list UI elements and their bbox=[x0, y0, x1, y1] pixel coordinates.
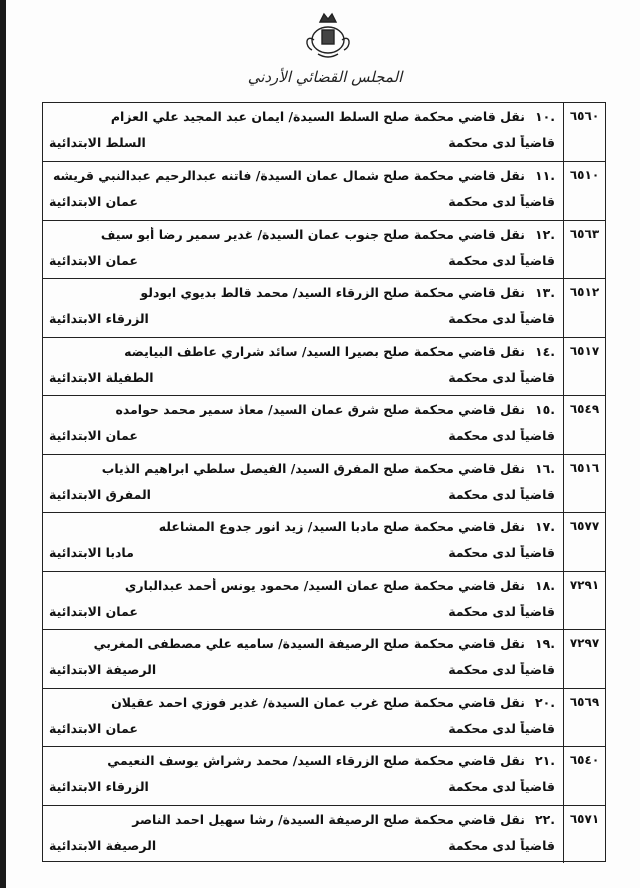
new-role bbox=[49, 253, 555, 268]
row-index: .٢٠ bbox=[534, 694, 555, 710]
role-prefix: قاضياً لدى محكمة bbox=[448, 837, 555, 853]
row-index: .١٨ bbox=[534, 577, 555, 593]
new-role bbox=[49, 779, 555, 794]
table-row bbox=[43, 454, 605, 512]
row-index: .١٠ bbox=[534, 109, 555, 124]
new-role bbox=[49, 487, 555, 502]
transfer-text bbox=[49, 519, 555, 534]
decision-code: ٧٢٩١ bbox=[563, 572, 605, 629]
transfer-description: نقل قاضي محكمة صلح شمال عمان السيدة/ فاتنه عبدالرحيم عبدالنبي قريشه bbox=[52, 168, 525, 184]
new-role bbox=[49, 604, 555, 619]
table-row bbox=[43, 161, 605, 219]
decision-code: ٦٥٧١ bbox=[563, 806, 605, 863]
new-role bbox=[49, 838, 555, 853]
transfer-text bbox=[49, 812, 555, 827]
transfer-description: نقل قاضي محكمة صلح جنوب عمان السيدة/ غدير سمير رضا أبو سيف bbox=[100, 226, 525, 242]
table-row bbox=[43, 337, 605, 395]
role-court: عمان الابتدائية bbox=[49, 603, 138, 619]
table-row bbox=[43, 395, 605, 453]
decision-code: ٧٢٩٧ bbox=[563, 630, 605, 687]
transfer-description: نقل قاضي محكمة صلح عمان السيد/ محمود يونس أحمد عبدالباري bbox=[124, 577, 525, 593]
table-row bbox=[43, 220, 605, 278]
transfer-description: نقل قاضي محكمة صلح الرصيفة السيدة/ ساميه علي مصطفى المغربي bbox=[93, 636, 525, 652]
row-index: .٢٢ bbox=[534, 811, 555, 827]
transfer-text bbox=[49, 285, 555, 300]
letterhead bbox=[0, 8, 640, 98]
decision-code: ٦٥٤٠ bbox=[563, 747, 605, 804]
role-prefix: قاضياً لدى محكمة bbox=[448, 486, 555, 502]
role-court: عمان الابتدائية bbox=[49, 428, 138, 444]
row-index: .١٣ bbox=[534, 285, 555, 301]
decision-code: ٦٥١٦ bbox=[563, 455, 605, 512]
transfer-description: نقل قاضي محكمة صلح المفرق السيد/ الفيصل سلطي ابراهيم الذياب bbox=[101, 460, 525, 476]
transfer-text bbox=[49, 753, 555, 768]
row-index: .١٢ bbox=[534, 226, 555, 242]
decision-code: ٦٥٦٣ bbox=[563, 221, 605, 278]
role-prefix: قاضياً لدى محكمة bbox=[448, 720, 555, 736]
row-index: .١٧ bbox=[534, 519, 555, 535]
decision-code: ٦٥١٧ bbox=[563, 338, 605, 395]
scan-edge bbox=[0, 0, 6, 888]
table-row bbox=[43, 746, 605, 804]
table-row bbox=[43, 278, 605, 336]
transfer-description: نقل قاضي محكمة صلح الرصيفة السيدة/ رشا سهيل احمد الناصر bbox=[132, 811, 525, 827]
table-row bbox=[43, 805, 605, 863]
role-court: عمان الابتدائية bbox=[49, 194, 138, 210]
decision-code: ٦٥٧٧ bbox=[563, 513, 605, 570]
transfer-description: نقل قاضي محكمة صلح بصيرا السيد/ سائد شراري عاطف البيايضه bbox=[124, 343, 525, 359]
role-court: المفرق الابتدائية bbox=[49, 486, 151, 502]
transfer-description: نقل قاضي محكمة صلح غرب عمان السيدة/ غدير فوزي احمد عقيلان bbox=[111, 694, 525, 710]
role-prefix: قاضياً لدى محكمة bbox=[448, 428, 555, 444]
role-court: الزرقاء الابتدائية bbox=[49, 779, 149, 795]
role-court: السلط الابتدائية bbox=[49, 135, 146, 150]
council-name: المجلس القضائي الأردني bbox=[247, 68, 403, 86]
transfers-table bbox=[42, 102, 606, 862]
role-prefix: قاضياً لدى محكمة bbox=[448, 311, 555, 327]
table-row bbox=[43, 688, 605, 746]
transfer-text bbox=[49, 461, 555, 476]
role-prefix: قاضياً لدى محكمة bbox=[448, 252, 555, 268]
decision-code: ٦٥٤٩ bbox=[563, 396, 605, 453]
role-court: الرصيفة الابتدائية bbox=[49, 662, 157, 678]
table-row bbox=[43, 571, 605, 629]
transfer-text bbox=[49, 344, 555, 359]
row-index: .٢١ bbox=[534, 753, 555, 769]
row-index: .١١ bbox=[534, 168, 555, 184]
transfer-text bbox=[49, 402, 555, 417]
transfer-description: نقل قاضي محكمة صلح الزرقاء السيد/ محمد قالط بديوي ابودلو bbox=[140, 285, 525, 301]
new-role bbox=[49, 662, 555, 677]
new-role bbox=[49, 135, 555, 150]
role-court: الزرقاء الابتدائية bbox=[49, 311, 149, 327]
new-role bbox=[49, 311, 555, 326]
role-prefix: قاضياً لدى محكمة bbox=[448, 369, 555, 385]
transfer-text bbox=[49, 695, 555, 710]
transfer-text bbox=[49, 227, 555, 242]
role-court: عمان الابتدائية bbox=[49, 720, 138, 736]
new-role bbox=[49, 545, 555, 560]
role-prefix: قاضياً لدى محكمة bbox=[448, 135, 555, 150]
transfer-text bbox=[49, 168, 555, 183]
new-role bbox=[49, 370, 555, 385]
role-prefix: قاضياً لدى محكمة bbox=[448, 194, 555, 210]
decision-code: ٦٥٦٩ bbox=[563, 689, 605, 746]
transfer-description: نقل قاضي محكمة صلح السلط السيدة/ ايمان عبد المجيد علي العزام bbox=[110, 109, 525, 124]
role-court: مادبا الابتدائية bbox=[49, 545, 134, 561]
row-index: .١٤ bbox=[534, 343, 555, 359]
transfer-text bbox=[49, 109, 555, 124]
role-prefix: قاضياً لدى محكمة bbox=[448, 545, 555, 561]
row-index: .١٩ bbox=[534, 636, 555, 652]
transfer-text bbox=[49, 636, 555, 651]
transfer-text bbox=[49, 578, 555, 593]
table-row bbox=[43, 629, 605, 687]
new-role bbox=[49, 428, 555, 443]
new-role bbox=[49, 194, 555, 209]
role-prefix: قاضياً لدى محكمة bbox=[448, 662, 555, 678]
decision-code: ٦٥١٢ bbox=[563, 279, 605, 336]
role-court: الرصيفة الابتدائية bbox=[49, 837, 157, 853]
decision-code: ٦٥١٠ bbox=[563, 162, 605, 219]
role-court: عمان الابتدائية bbox=[49, 252, 138, 268]
role-prefix: قاضياً لدى محكمة bbox=[448, 603, 555, 619]
crown-emblem-icon bbox=[300, 10, 356, 62]
transfer-description: نقل قاضي محكمة صلح الزرقاء السيد/ محمد رشراش يوسف النعيمي bbox=[107, 753, 525, 769]
transfer-description: نقل قاضي محكمة صلح مادبا السيد/ زيد انور جدوع المشاعله bbox=[158, 519, 525, 535]
row-index: .١٦ bbox=[534, 460, 555, 476]
transfer-description: نقل قاضي محكمة صلح شرق عمان السيد/ معاذ سمير محمد حوامده bbox=[115, 402, 525, 418]
row-index: .١٥ bbox=[534, 402, 555, 418]
role-prefix: قاضياً لدى محكمة bbox=[448, 779, 555, 795]
decision-code: ٦٥٦٠ bbox=[563, 103, 605, 161]
table-row bbox=[43, 512, 605, 570]
role-court: الطفيلة الابتدائية bbox=[49, 369, 154, 385]
table-row bbox=[43, 103, 605, 161]
new-role bbox=[49, 721, 555, 736]
